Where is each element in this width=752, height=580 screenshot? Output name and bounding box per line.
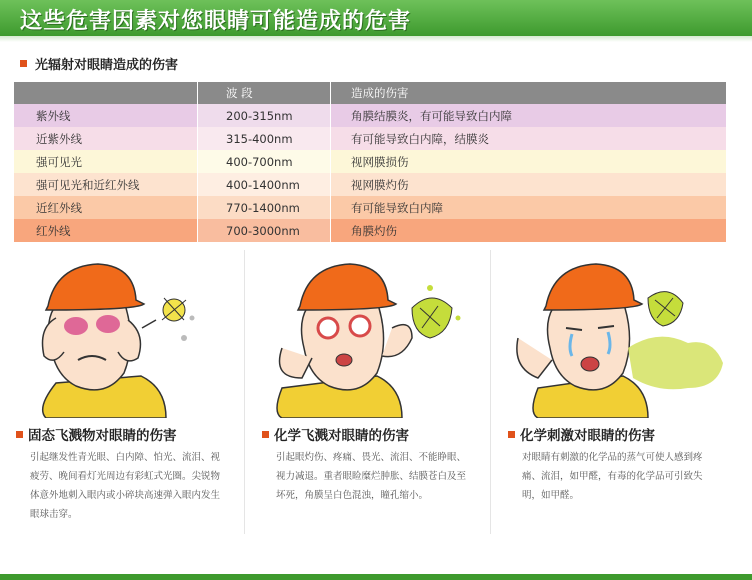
- worker-chemical-splash-illustration: [262, 248, 498, 418]
- cell-name: 近紫外线: [14, 127, 198, 150]
- bullet-square-icon: [508, 431, 515, 438]
- cell-harm: 角膜结膜炎，有可能导致白内障: [331, 104, 727, 127]
- bullet-square-icon: [20, 60, 27, 67]
- table-row: [14, 150, 726, 173]
- table-row: [14, 196, 726, 219]
- cell-harm: 视网膜损伤: [331, 150, 727, 173]
- panel-title-text: 固态飞溅物对眼睛的伤害: [28, 428, 177, 444]
- banner-title: 这些危害因素对您眼睛可能造成的危害: [20, 9, 412, 34]
- radiation-table: [14, 82, 726, 242]
- cell-band: 400-700nm: [198, 150, 331, 173]
- bullet-square-icon: [16, 431, 23, 438]
- table-row: [14, 173, 726, 196]
- header-band: 波 段: [198, 82, 331, 104]
- table-row: [14, 127, 726, 150]
- banner-shadow: [0, 36, 752, 42]
- cell-band: 770-1400nm: [198, 196, 331, 219]
- cell-band: 700-3000nm: [198, 219, 331, 242]
- cell-band: 315-400nm: [198, 127, 331, 150]
- panel-description: 对眼睛有刺激的化学品的蒸气可使人感到疼痛、流泪，如甲醛，有毒的化学品可引致失明，如甲醛。: [522, 452, 703, 501]
- table-header-row: [14, 82, 726, 104]
- cell-name: 强可见光和近红外线: [14, 173, 198, 196]
- header-name: [14, 82, 198, 104]
- table-row: [14, 104, 726, 127]
- cell-harm: 角膜灼伤: [331, 219, 727, 242]
- panel-description: 引起继发性青光眼、白内障、怕光、流泪、视疲劳、晚间看灯光周边有彩虹式光圈。尖锐物体意外地刺入眼内或小碎块高速弹入眼内发生眼球击穿。: [30, 452, 221, 520]
- cell-name: 近红外线: [14, 196, 198, 219]
- cell-band: 400-1400nm: [198, 173, 331, 196]
- section-heading-text: 光辐射对眼睛造成的伤害: [35, 58, 179, 73]
- worker-chemical-fumes-illustration: [508, 248, 744, 418]
- table-row: [14, 219, 726, 242]
- panel-title: [262, 424, 409, 444]
- bottom-bar: [0, 574, 752, 580]
- cell-harm: 有可能导致白内障: [331, 196, 727, 219]
- panel-title: [16, 424, 177, 444]
- panel-title-text: 化学飞溅对眼睛的伤害: [274, 428, 409, 444]
- cell-name: 强可见光: [14, 150, 198, 173]
- cell-harm: 视网膜灼伤: [331, 173, 727, 196]
- panel-solid-splash: [16, 248, 252, 538]
- bullet-square-icon: [262, 431, 269, 438]
- cell-name: 紫外线: [14, 104, 198, 127]
- cell-harm: 有可能导致白内障，结膜炎: [331, 127, 727, 150]
- panel-title-text: 化学刺激对眼睛的伤害: [520, 428, 655, 444]
- title-banner: [0, 0, 752, 36]
- panel-chemical-splash: [262, 248, 498, 538]
- cell-name: 红外线: [14, 219, 198, 242]
- section-heading-radiation: [20, 54, 178, 73]
- header-harm: 造成的伤害: [331, 82, 727, 104]
- panel-title: [508, 424, 655, 444]
- panel-chemical-irritation: [508, 248, 744, 538]
- panel-description: 引起眼灼伤、疼痛、畏光、流泪、不能睁眼、视力减退。重者眼睑糜烂肿胀、结膜苍白及至坏死，角膜呈白色混浊，瞳孔缩小。: [276, 452, 467, 501]
- cell-band: 200-315nm: [198, 104, 331, 127]
- worker-rubbing-eyes-illustration: [16, 248, 252, 418]
